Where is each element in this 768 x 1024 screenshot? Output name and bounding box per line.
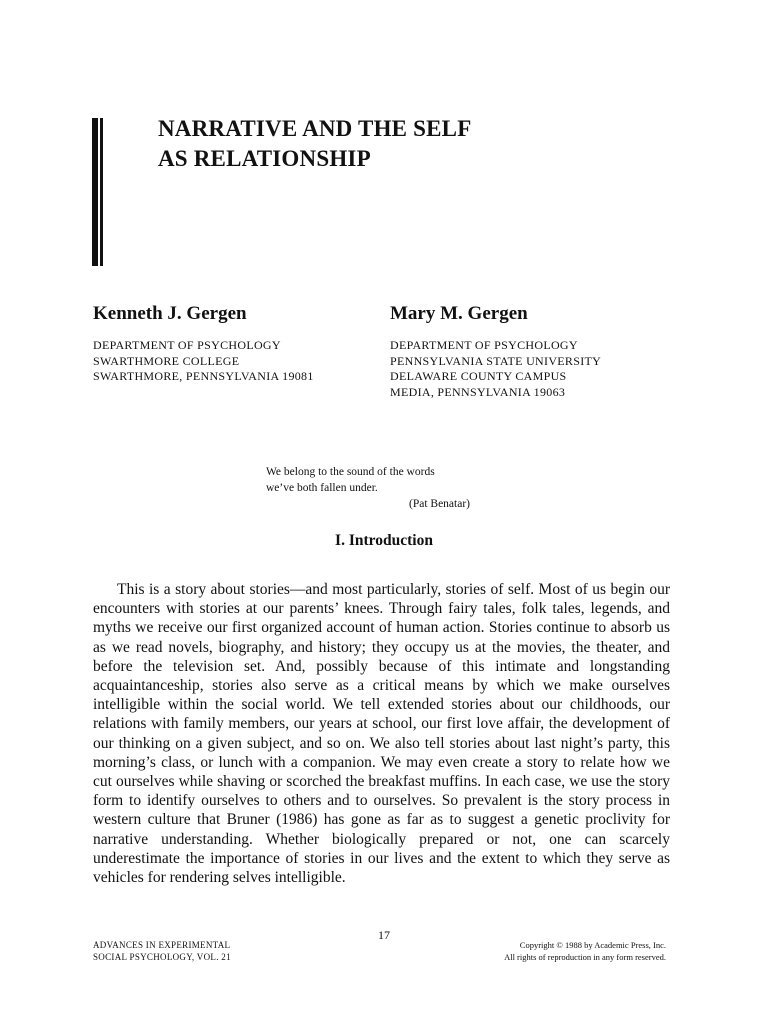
series-info (93, 940, 231, 963)
author-affiliation-1 (93, 338, 314, 385)
epigraph-attribution: (Pat Benatar) (409, 498, 470, 510)
chapter-rule-thick (92, 118, 98, 266)
affiliation-line: DEPARTMENT OF PSYCHOLOGY (93, 338, 281, 352)
copyright-notice (504, 940, 666, 963)
series-line-2: SOCIAL PSYCHOLOGY, VOL. 21 (93, 951, 231, 962)
section-heading: I. Introduction (335, 532, 433, 549)
author-affiliation-2 (390, 338, 601, 400)
article-title (158, 114, 471, 174)
author-name-1: Kenneth J. Gergen (93, 303, 247, 324)
copyright-line-2: All rights of reproduction in any form reserved. (504, 951, 666, 962)
page-number: 17 (378, 928, 390, 942)
author-name-2: Mary M. Gergen (390, 303, 528, 324)
affiliation-line: PENNSYLVANIA STATE UNIVERSITY (390, 353, 602, 368)
body-paragraph: This is a story about stories—and most particularly, stories of self. Most of us begin our encounters with stories at our parents’ knees. Through fairy tales, folk tales, legends, and myths we receive our first organized account of human action. Stories continue to absorb us as we read novels, biography, and history; they occupy us at the movies, the theater, and before the television set. And, possibly because of this intimate and longstanding acquaintanceship, stories also serve as a critical means by which we make ourselves intelligible within the social world. We tell extended stories about our childhoods, our relations with family members, our years at school, our first love affair, the development of our thinking on a given subject, and so on. We also tell stories about last night’s party, this morning’s class, or lunch with a companion. We may even create a story to relate how we cut ourselves while shaving or scorched the breakfast muffins. In each case, we use the story form to identify ourselves to others and to ourselves. So prevalent is the story process in western culture that Bruner (1986) has gone as far as to suggest a genetic proclivity for narrative understanding. Whether biologically prepared or not, one can scarcely underestimate the importance of stories in our lives and the extent to which they serve as vehicles for rendering selves intelligible. (93, 581, 670, 887)
epigraph-line-2: we’ve both fallen under. (266, 482, 378, 494)
affiliation-line: MEDIA, PENNSYLVANIA 19063 (390, 384, 566, 399)
affiliation-line: DELAWARE COUNTY CAMPUS (390, 369, 567, 383)
affiliation-line: SWARTHMORE, PENNSYLVANIA 19081 (93, 369, 314, 383)
epigraph (266, 464, 470, 512)
affiliation-line: DEPARTMENT OF PSYCHOLOGY (390, 338, 578, 352)
copyright-line-1: Copyright © 1988 by Academic Press, Inc. (519, 940, 666, 950)
series-line-1: ADVANCES IN EXPERIMENTAL (93, 940, 231, 950)
title-line-2: AS RELATIONSHIP (158, 146, 371, 171)
chapter-rule-thin (100, 118, 103, 266)
epigraph-line-1: We belong to the sound of the words (266, 466, 435, 478)
affiliation-line: SWARTHMORE COLLEGE (93, 353, 240, 368)
title-line-1: NARRATIVE AND THE SELF (158, 116, 472, 141)
